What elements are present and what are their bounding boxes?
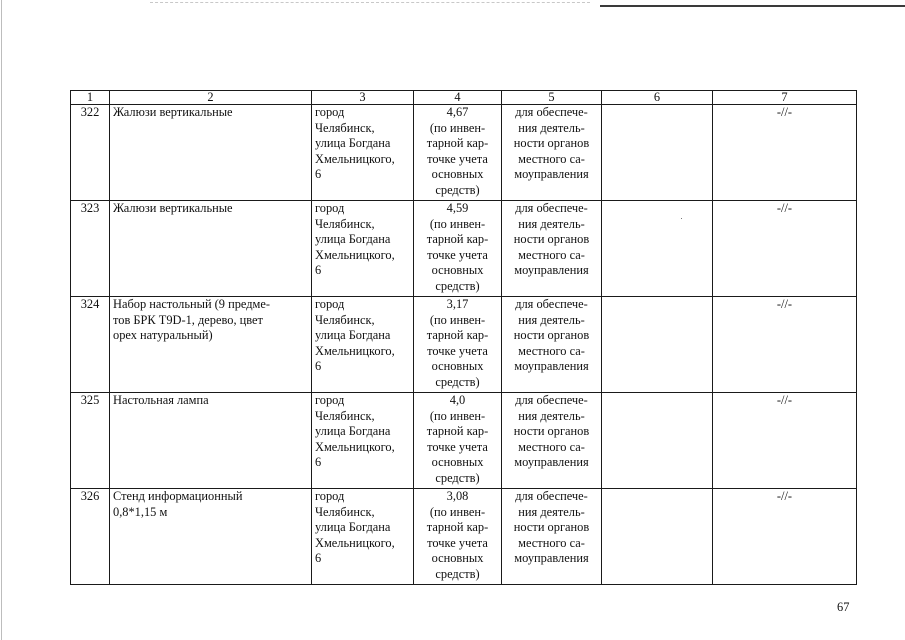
row-number: 323: [71, 201, 110, 297]
row-number: 325: [71, 393, 110, 489]
column-header-1: 1: [71, 91, 110, 105]
item-purpose: для обеспече- ния деятель- ности органов местного са- моуправления: [502, 201, 602, 297]
item-name: Стенд информационный 0,8*1,15 м: [110, 489, 312, 585]
item-cost: 3,08 (по инвен- тарной кар- точке учета основных средств): [414, 489, 502, 585]
item-column-6: [602, 297, 713, 393]
item-name: Набор настольный (9 предме- тов БРК T9D-1, дерево, цвет орех натуральный): [110, 297, 312, 393]
table-row: [71, 105, 857, 201]
item-name: Настольная лампа: [110, 393, 312, 489]
row-number: 326: [71, 489, 110, 585]
column-header-6: 6: [602, 91, 713, 105]
page-number: 67: [837, 600, 850, 614]
item-address: город Челябинск, улица Богдана Хмельницкого, 6: [312, 297, 414, 393]
column-header-2: 2: [110, 91, 312, 105]
item-cost: 4,0 (по инвен- тарной кар- точке учета основных средств): [414, 393, 502, 489]
row-number: 324: [71, 297, 110, 393]
item-note: -//-: [713, 201, 857, 297]
item-note: -//-: [713, 105, 857, 201]
table-row: [71, 297, 857, 393]
inventory-table: [70, 90, 857, 585]
item-address: город Челябинск, улица Богдана Хмельницкого, 6: [312, 393, 414, 489]
scan-artifact-dashes: [150, 2, 590, 4]
item-name: Жалюзи вертикальные: [110, 105, 312, 201]
item-column-6: [602, 105, 713, 201]
item-cost: 4,67 (по инвен- тарной кар- точке учета основных средств): [414, 105, 502, 201]
item-address: город Челябинск, улица Богдана Хмельницкого, 6: [312, 489, 414, 585]
item-note: -//-: [713, 489, 857, 585]
item-purpose: для обеспече- ния деятель- ности органов местного са- моуправления: [502, 489, 602, 585]
table-header-row: [71, 91, 857, 105]
item-cost: 3,17 (по инвен- тарной кар- точке учета основных средств): [414, 297, 502, 393]
column-header-7: 7: [713, 91, 857, 105]
scan-edge-top: [600, 5, 905, 7]
scan-speck: [681, 218, 682, 219]
scan-edge-left: [1, 0, 2, 640]
row-number: 322: [71, 105, 110, 201]
item-address: город Челябинск, улица Богдана Хмельницкого, 6: [312, 105, 414, 201]
item-purpose: для обеспече- ния деятель- ности органов местного са- моуправления: [502, 105, 602, 201]
item-cost: 4,59 (по инвен- тарной кар- точке учета основных средств): [414, 201, 502, 297]
table-row: [71, 489, 857, 585]
table-row: [71, 393, 857, 489]
item-column-6: [602, 489, 713, 585]
item-purpose: для обеспече- ния деятель- ности органов местного са- моуправления: [502, 393, 602, 489]
item-name: Жалюзи вертикальные: [110, 201, 312, 297]
column-header-4: 4: [414, 91, 502, 105]
item-column-6: [602, 393, 713, 489]
item-note: -//-: [713, 297, 857, 393]
column-header-3: 3: [312, 91, 414, 105]
item-purpose: для обеспече- ния деятель- ности органов местного са- моуправления: [502, 297, 602, 393]
column-header-5: 5: [502, 91, 602, 105]
item-note: -//-: [713, 393, 857, 489]
table-row: [71, 201, 857, 297]
item-column-6: [602, 201, 713, 297]
item-address: город Челябинск, улица Богдана Хмельницкого, 6: [312, 201, 414, 297]
